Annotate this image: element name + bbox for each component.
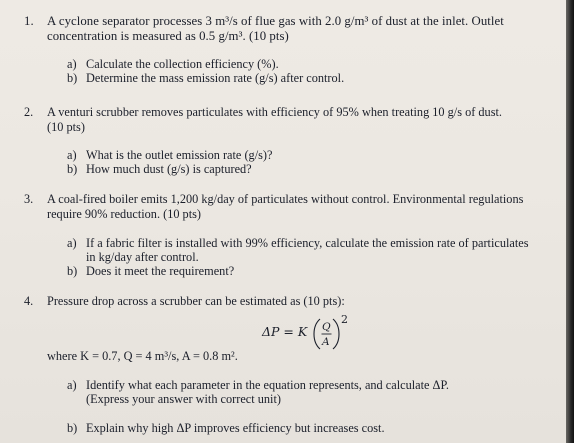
formula-denominator: A xyxy=(322,336,330,348)
question-4-part-a-text-line-2: (Express your answer with correct unit) xyxy=(86,392,281,406)
pressure-drop-formula xyxy=(262,310,372,354)
question-3-part-a-text-line-2: in kg/day after control. xyxy=(86,250,199,264)
question-2-part-b-text: How much dust (g/s) is captured? xyxy=(86,162,252,176)
question-4-number: 4. xyxy=(24,294,34,308)
question-3-part-b-text: Does it meet the requirement? xyxy=(86,264,235,278)
question-4-part-a-label: a) xyxy=(67,378,77,392)
formula-right-paren xyxy=(333,319,339,349)
question-4-part-b-label: b) xyxy=(67,421,78,435)
question-3-text-line-2: require 90% reduction. (10 pts) xyxy=(47,207,202,221)
question-3-number: 3. xyxy=(24,192,34,206)
formula-lhs: ΔP = K xyxy=(262,324,308,339)
question-4-part-b-text: Explain why high ΔP improves efficiency but increases cost. xyxy=(86,421,385,435)
question-4-part-a-text-line-1: Identify what each parameter in the equation represents, and calculate ΔP. xyxy=(86,378,449,392)
question-1-text-line-1: A cyclone separator processes 3 m³/s of flue gas with 2.0 g/m³ of dust at the inlet. Outlet xyxy=(47,14,504,28)
question-3-part-a-text-line-1: If a fabric filter is installed with 99% efficiency, calculate the emission rate of particulates xyxy=(86,236,529,250)
question-1-number: 1. xyxy=(24,14,34,28)
formula-left-paren xyxy=(314,319,320,349)
page-edge-shadow xyxy=(566,0,574,443)
question-3-text-line-1: A coal-fired boiler emits 1,200 kg/day of particulates without control. Environmental regulations xyxy=(47,192,524,206)
question-3-part-b-label: b) xyxy=(67,264,78,278)
question-1-part-a-label: a) xyxy=(67,57,77,71)
question-1-part-b-label: b) xyxy=(67,71,78,85)
question-2-part-b-label: b) xyxy=(67,162,78,176)
question-4-text-line-1: Pressure drop across a scrubber can be estimated as (10 pts): xyxy=(47,294,345,308)
question-2-part-a-label: a) xyxy=(67,148,77,162)
formula-numerator: Q xyxy=(322,321,331,333)
question-2-text-line-1: A venturi scrubber removes particulates with efficiency of 95% when treating 10 g/s of dust. xyxy=(47,105,502,119)
question-2-part-a-text: What is the outlet emission rate (g/s)? xyxy=(86,148,273,162)
question-4-where-line: where K = 0.7, Q = 4 m³/s, A = 0.8 m². xyxy=(47,349,238,363)
formula-exponent: 2 xyxy=(341,313,348,326)
question-1-text-line-2: concentration is measured as 0.5 g/m³. (10 pts) xyxy=(47,29,289,43)
question-2-text-line-2: (10 pts) xyxy=(47,120,85,134)
question-1-part-a-text: Calculate the collection efficiency (%). xyxy=(86,57,279,71)
question-1-part-b-text: Determine the mass emission rate (g/s) after control. xyxy=(86,71,345,85)
question-2-number: 2. xyxy=(24,105,34,119)
question-3-part-a-label: a) xyxy=(67,236,77,250)
